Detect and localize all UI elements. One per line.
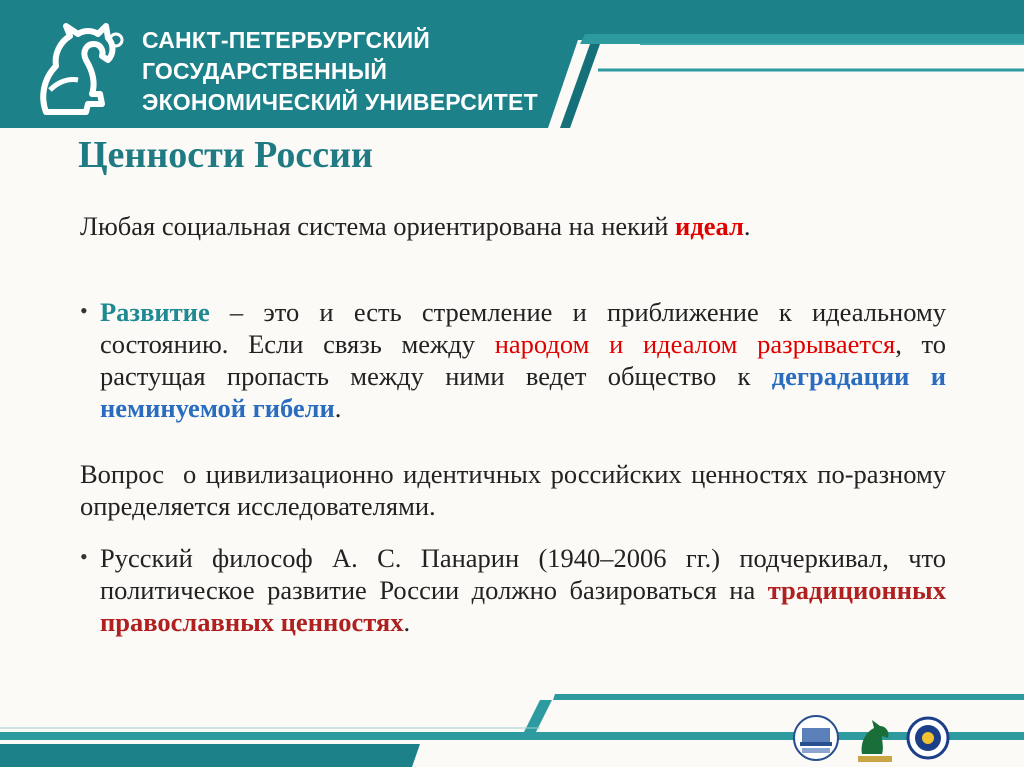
- bullet-development: [100, 296, 946, 424]
- highlight-orthodox-values: традиционных православных ценностях: [100, 575, 946, 637]
- paragraph-ideal-text: Любая социальная система ориентирована на некий: [80, 211, 669, 241]
- paragraph-question: Вопрос о цивилизационно идентичных российских ценностях по-разному определяется исследователями.: [80, 459, 953, 521]
- griffin-logo-icon: [26, 20, 134, 116]
- highlight-people-ideal: народом и идеалом разрывается: [494, 329, 896, 359]
- bullet-marker-1: •: [80, 298, 88, 323]
- university-name-line-3: ЭКОНОМИЧЕСКИЙ УНИВЕРСИТЕТ: [142, 89, 538, 115]
- footer-stripe-top: [553, 694, 1024, 700]
- bullet-panarin-end: .: [403, 607, 411, 637]
- partner-logo-finec-icon: [852, 712, 898, 764]
- partner-logo-blue-icon: [904, 712, 952, 764]
- bullet-panarin: [100, 542, 946, 638]
- highlight-ideal: идеал: [675, 211, 744, 241]
- bullet-panarin-text: Русский философ А. С. Панарин (1940–2006 гг.) подчеркивал, что политическое развитие России должно базироваться на: [100, 543, 946, 605]
- partner-logo-unecon-icon: [786, 712, 846, 764]
- bullet-marker-2: •: [80, 544, 88, 569]
- paragraph-ideal: [80, 210, 946, 242]
- paragraph-ideal-end: .: [743, 211, 751, 241]
- highlight-degradation: деградации и неминуемой гибели: [100, 361, 947, 423]
- highlight-development: Развитие: [100, 297, 210, 327]
- slide-title: Ценности России: [78, 134, 373, 176]
- bullet-development-text-1: – это и есть стремление и приближение к идеальному состоянию. Если связь между: [100, 297, 946, 359]
- header-stripe: [580, 34, 1024, 44]
- university-name-line-1: САНКТ-ПЕТЕРБУРГСКИЙ: [142, 27, 431, 53]
- bullet-development-text-2: , то растущая пропасть между ними ведет общество к: [100, 329, 947, 391]
- university-name: [142, 25, 538, 118]
- bullet-development-end: .: [334, 393, 342, 423]
- footer-base: [0, 744, 420, 767]
- university-name-line-2: ГОСУДАРСТВЕННЫЙ: [142, 58, 388, 84]
